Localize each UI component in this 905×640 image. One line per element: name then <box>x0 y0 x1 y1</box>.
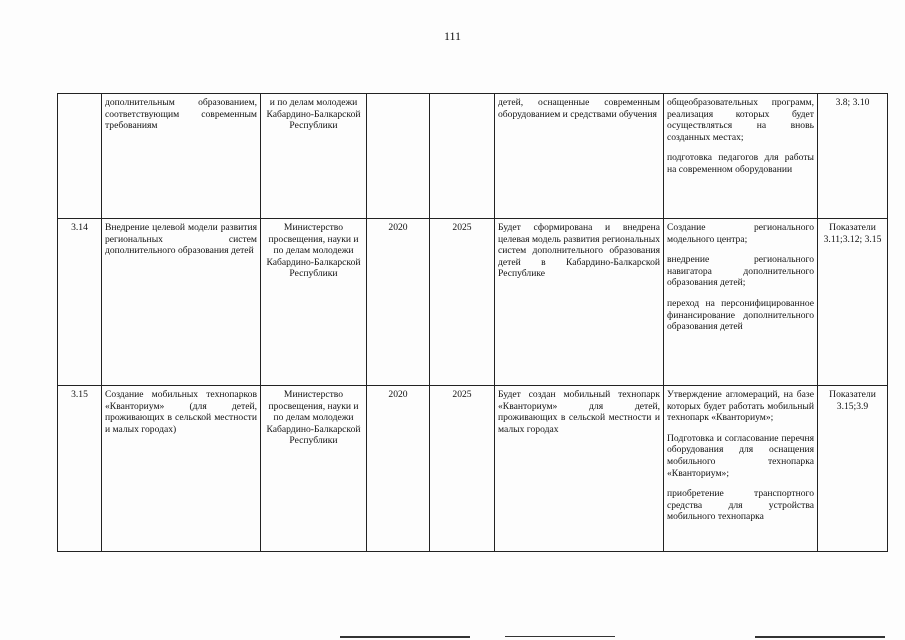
direction-item: Подготовка и согласование перечня оборудования для оснащения мобильного технопарка «Кванториум»; <box>667 432 814 479</box>
direction-item: Утверждение агломераций, на базе которых будет работать мобильный технопарк «Кванториум»; <box>667 389 814 424</box>
end-year: 2025 <box>430 386 495 552</box>
direction-item: внедрение регионального навигатора дополнительного образования детей; <box>667 254 814 289</box>
page-number: 111 <box>443 29 462 43</box>
direction-item: общеобразовательных программ, реализация которых будет осуществляться на вновь созданных местах; <box>667 97 814 143</box>
indicators: Показатели 3.15;3.9 <box>818 386 888 552</box>
start-year: 2020 <box>367 219 430 386</box>
executor: Министерство просвещения, науки и по делам молодежи Кабардино-Балкарской Республики <box>261 386 367 552</box>
directions <box>664 94 818 219</box>
direction-item: подготовка педагогов для работы на современном оборудовании <box>667 152 814 175</box>
direction-item: Создание регионального модельного центра; <box>667 222 814 245</box>
direction-item: приобретение транспортного средства для устройства мобильного технопарка <box>667 488 814 523</box>
start-year: 2020 <box>367 386 430 552</box>
expected-result: Будет создан мобильный технопарк «Кванториум» для детей, проживающих в сельской местности и малых городах <box>495 386 664 552</box>
program-table <box>57 93 888 552</box>
executor: Министерство просвещения, науки и по делам молодежи Кабардино-Балкарской Республики <box>261 219 367 386</box>
table-row <box>58 219 888 386</box>
row-number <box>58 94 102 219</box>
scan-artifact <box>505 636 615 637</box>
end-year: 2025 <box>430 219 495 386</box>
direction-item: переход на персонифицированное финансирование дополнительного образования детей <box>667 297 814 333</box>
indicators: Показатели 3.11;3.12; 3.15 <box>818 219 888 386</box>
directions <box>664 386 818 552</box>
table-row <box>58 94 888 219</box>
directions <box>664 219 818 386</box>
end-year <box>430 94 495 219</box>
scan-artifact <box>755 636 885 638</box>
start-year <box>367 94 430 219</box>
row-number: 3.15 <box>58 386 102 552</box>
measure-name: Создание мобильных технопарков «Кванториум» (для детей, проживающих в сельской местности и малых городах) <box>102 386 261 552</box>
indicators: 3.8; 3.10 <box>818 94 888 219</box>
measure-name: дополнительным образованием, соответствующим современным требованиям <box>102 94 261 219</box>
table-row <box>58 386 888 552</box>
expected-result: детей, оснащенные современным оборудованием и средствами обучения <box>495 94 664 219</box>
expected-result: Будет сформирована и внедрена целевая модель развития региональных систем дополнительного образования детей в Кабардино-Балкарской Республике <box>495 219 664 386</box>
measure-name: Внедрение целевой модели развития региональных систем дополнительного образования детей <box>102 219 261 386</box>
row-number: 3.14 <box>58 219 102 386</box>
executor: и по делам молодежи Кабардино-Балкарской Республики <box>261 94 367 219</box>
scan-artifact <box>340 636 470 638</box>
